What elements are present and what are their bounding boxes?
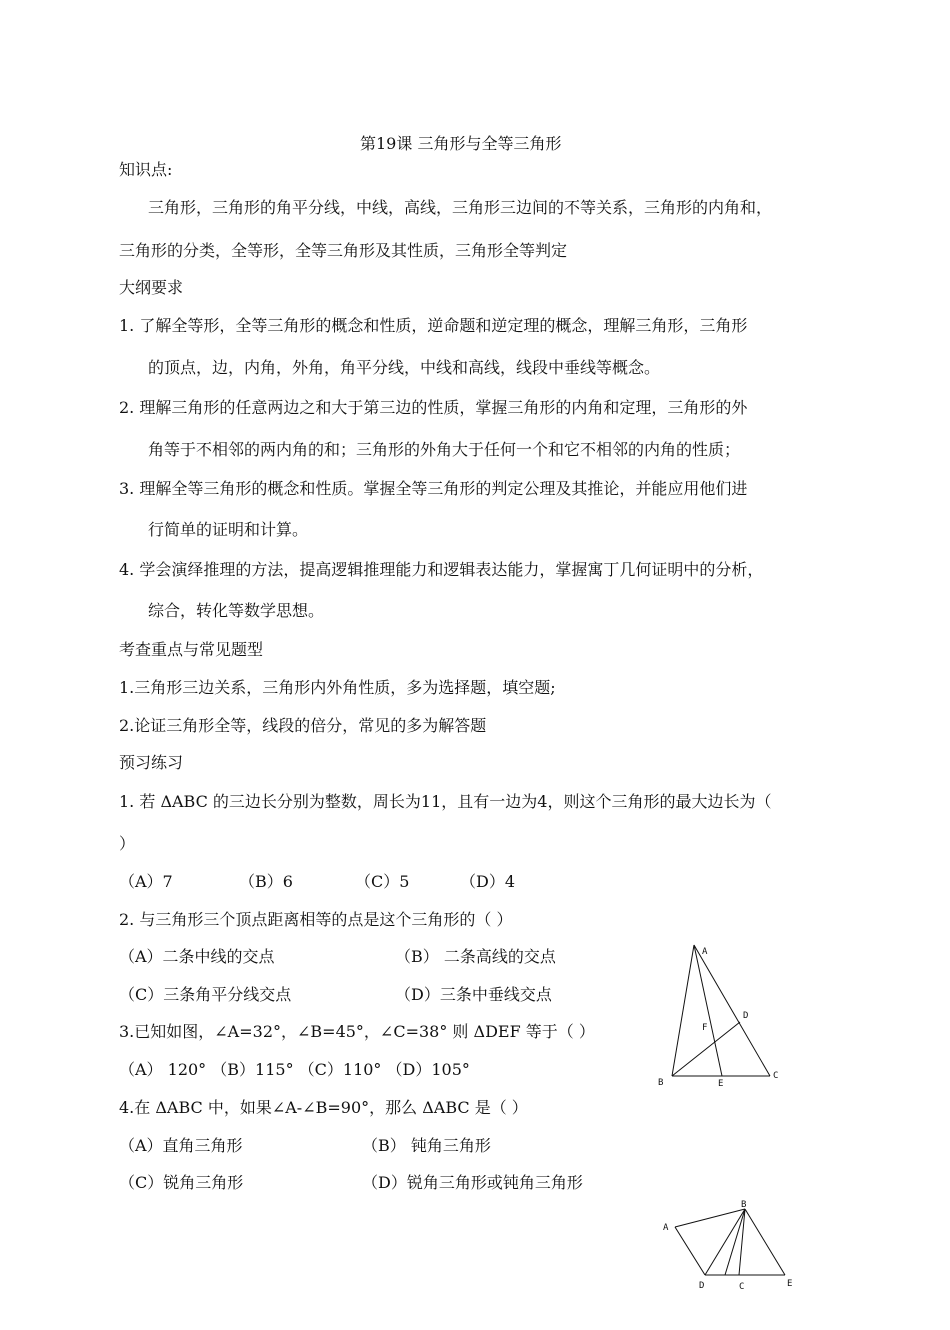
q2-option-c: （C）三条角平分线交点 — [119, 985, 292, 1004]
syllabus-item-1-cont: 的顶点，边，内角，外角，角平分线，中线和高线，线段中垂线等概念。 — [148, 358, 661, 377]
q4-option-a: （A）直角三角形 — [119, 1136, 243, 1155]
triangle-figure-q3 — [652, 940, 782, 1090]
knowledge-heading: 知识点: — [119, 160, 173, 179]
q1-option-d: （D）4 — [460, 872, 516, 891]
q2-stem: 2. 与三角形三个顶点距离相等的点是这个三角形的（ ） — [119, 910, 513, 929]
syllabus-heading: 大纲要求 — [119, 278, 184, 297]
label-a: A — [702, 947, 708, 957]
label-d: D — [699, 1281, 705, 1291]
practice-heading: 预习练习 — [119, 753, 184, 772]
syllabus-item-3-cont: 行简单的证明和计算。 — [148, 520, 309, 539]
q4-option-d: （D）锐角三角形或钝角三角形 — [362, 1173, 583, 1192]
label-c: C — [739, 1282, 745, 1292]
syllabus-item-4: 4. 学会演绎推理的方法，提高逻辑推理能力和逻辑表达能力，掌握寓丁几何证明中的分析， — [119, 560, 764, 579]
label-c: C — [773, 1071, 779, 1081]
q4-option-b: （B） 钝角三角形 — [362, 1136, 491, 1155]
segment-ad — [675, 1227, 705, 1275]
segment-ae — [694, 945, 722, 1076]
q2-option-a: （A）二条中线的交点 — [119, 947, 275, 966]
page-title: 第19课 三角形与全等三角形 — [360, 134, 562, 153]
q1-option-a: （A）7 — [119, 872, 173, 891]
focus-heading: 考查重点与常见题型 — [119, 640, 264, 659]
q2-option-b: （B） 二条高线的交点 — [395, 947, 556, 966]
knowledge-line-2: 三角形的分类，全等形，全等三角形及其性质，三角形全等判定 — [119, 241, 568, 260]
q1-stem: 1. 若 ΔABC 的三边长分别为整数，周长为11，且有一边为4，则这个三角形的最大边长为（ — [119, 792, 772, 811]
label-b: B — [741, 1200, 747, 1210]
label-b: B — [658, 1078, 664, 1088]
syllabus-item-2: 2. 理解三角形的任意两边之和大于第三边的性质，掌握三角形的内角和定理，三角形的外 — [119, 398, 748, 417]
triangle-figure-q4 — [655, 1197, 805, 1297]
syllabus-item-1: 1. 了解全等形，全等三角形的概念和性质，逆命题和逆定理的概念，理解三角形，三角形 — [119, 316, 748, 335]
q4-stem: 4.在 ΔABC 中，如果∠A-∠B=90°，那么 ΔABC 是（ ） — [119, 1098, 528, 1117]
q2-option-d: （D）三条中垂线交点 — [395, 985, 552, 1004]
label-f: F — [702, 1023, 708, 1033]
segment-bd — [705, 1209, 745, 1275]
syllabus-item-4-cont: 综合，转化等数学思想。 — [148, 601, 325, 620]
q3-options: （A） 120° （B）115° （C）110° （D）105° — [119, 1060, 470, 1079]
label-d: D — [743, 1011, 749, 1021]
segment-ac — [694, 945, 770, 1076]
q1-option-b: （B）6 — [239, 872, 293, 891]
segment-ab — [675, 1209, 745, 1227]
syllabus-item-2-cont: 角等于不相邻的两内角的和；三角形的外角大于任何一个和它不相邻的内角的性质； — [148, 440, 741, 459]
segment-be — [745, 1209, 785, 1275]
label-e: E — [718, 1079, 724, 1089]
label-e: E — [787, 1279, 793, 1289]
syllabus-item-3: 3. 理解全等三角形的概念和性质。掌握全等三角形的判定公理及其推论，并能应用他们进 — [119, 479, 748, 498]
focus-item-2: 2.论证三角形全等，线段的倍分，常见的多为解答题 — [119, 716, 487, 735]
label-a: A — [663, 1223, 669, 1233]
knowledge-line-1: 三角形，三角形的角平分线，中线，高线，三角形三边间的不等关系，三角形的内角和， — [148, 198, 773, 217]
segment-ab — [672, 945, 694, 1076]
q4-option-c: （C）锐角三角形 — [119, 1173, 244, 1192]
q1-stem-cont: ） — [119, 834, 136, 853]
q1-option-c: （C）5 — [355, 872, 410, 891]
focus-item-1: 1.三角形三边关系，三角形内外角性质，多为选择题，填空题; — [119, 678, 556, 697]
q3-stem: 3.已知如图，∠A=32°，∠B=45°，∠C=38° 则 ΔDEF 等于（ ） — [119, 1022, 595, 1041]
